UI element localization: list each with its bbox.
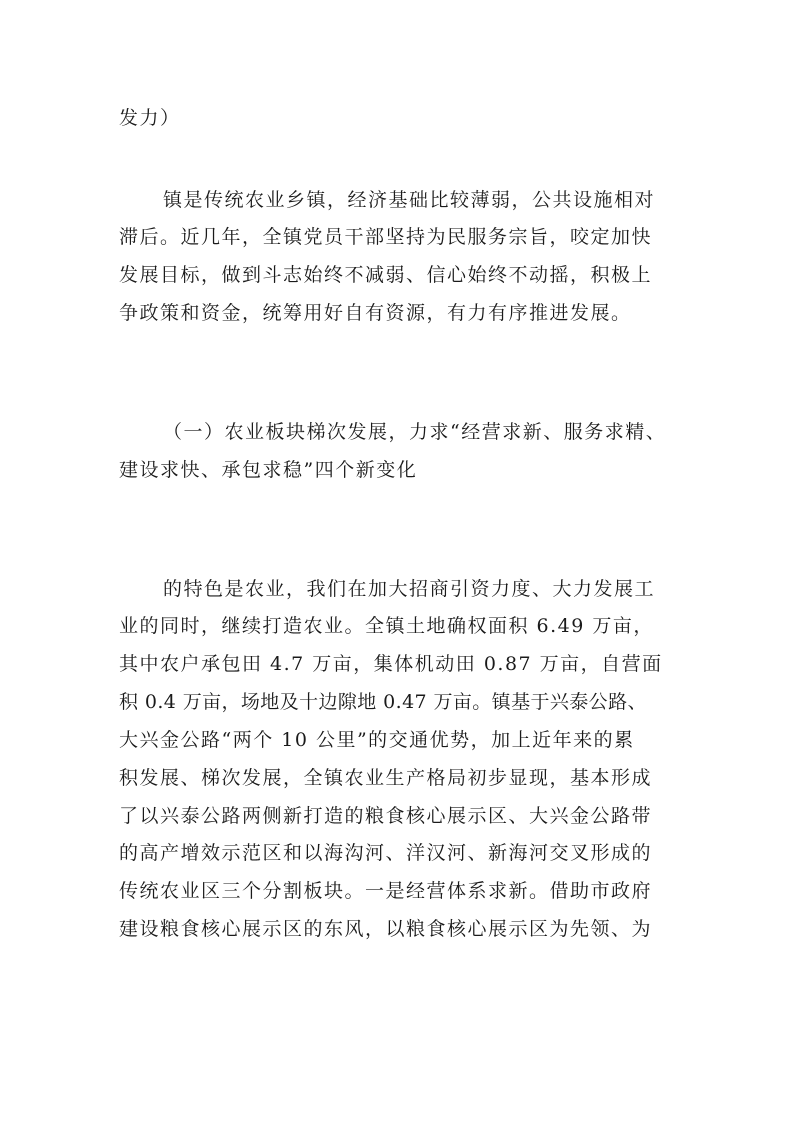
paragraph-2-line-5: 大兴金公路“两个 10 公里”的交通优势，加上近年来的累 [119,729,635,751]
paragraph-2-line-1: 的特色是农业，我们在加大招商引资力度、大力发展工 [163,578,656,600]
paragraph-2-line-2: 业的同时，继续打造农业。全镇土地确权面积 6.49 万亩， [119,615,654,637]
paragraph-2-line-9: 传统农业区三个分割板块。一是经营体系求新。借助市政府 [119,880,653,902]
paragraph-2-line-7: 了以兴泰公路两侧新打造的粮食核心展示区、大兴金公路带 [119,805,653,827]
paragraph-1-line-1: 镇是传统农业乡镇，经济基础比较薄弱，公共设施相对 [163,189,656,211]
paragraph-2-line-8: 的高产增效示范区和以海沟河、洋汉河、新海河交叉形成的 [119,842,653,864]
top-fragment: 发力） [119,107,181,129]
heading-1-line-1: （一）农业板块梯次发展，力求“经营求新、服务求精、 [163,421,667,443]
paragraph-2-line-4: 积 0.4 万亩，场地及十边隙地 0.47 万亩。镇基于兴泰公路、 [119,691,647,713]
paragraph-1-line-2: 滞后。近几年，全镇党员干部坚持为民服务宗旨，咬定加快 [119,226,653,248]
paragraph-2-line-10: 建设粮食核心展示区的东风，以粮食核心展示区为先领、为 [119,918,653,940]
paragraph-2-line-6: 积发展、梯次发展，全镇农业生产格局初步显现，基本形成 [119,767,653,789]
paragraph-1-line-3: 发展目标，做到斗志始终不减弱、信心始终不动摇，积极上 [119,264,653,286]
paragraph-1-line-4: 争政策和资金，统筹用好自有资源，有力有序推进发展。 [119,302,632,324]
heading-1-line-2: 建设求快、承包求稳”四个新变化 [119,459,418,481]
paragraph-2-line-3: 其中农户承包田 4.7 万亩，集体机动田 0.87 万亩，自营面 [119,653,663,675]
